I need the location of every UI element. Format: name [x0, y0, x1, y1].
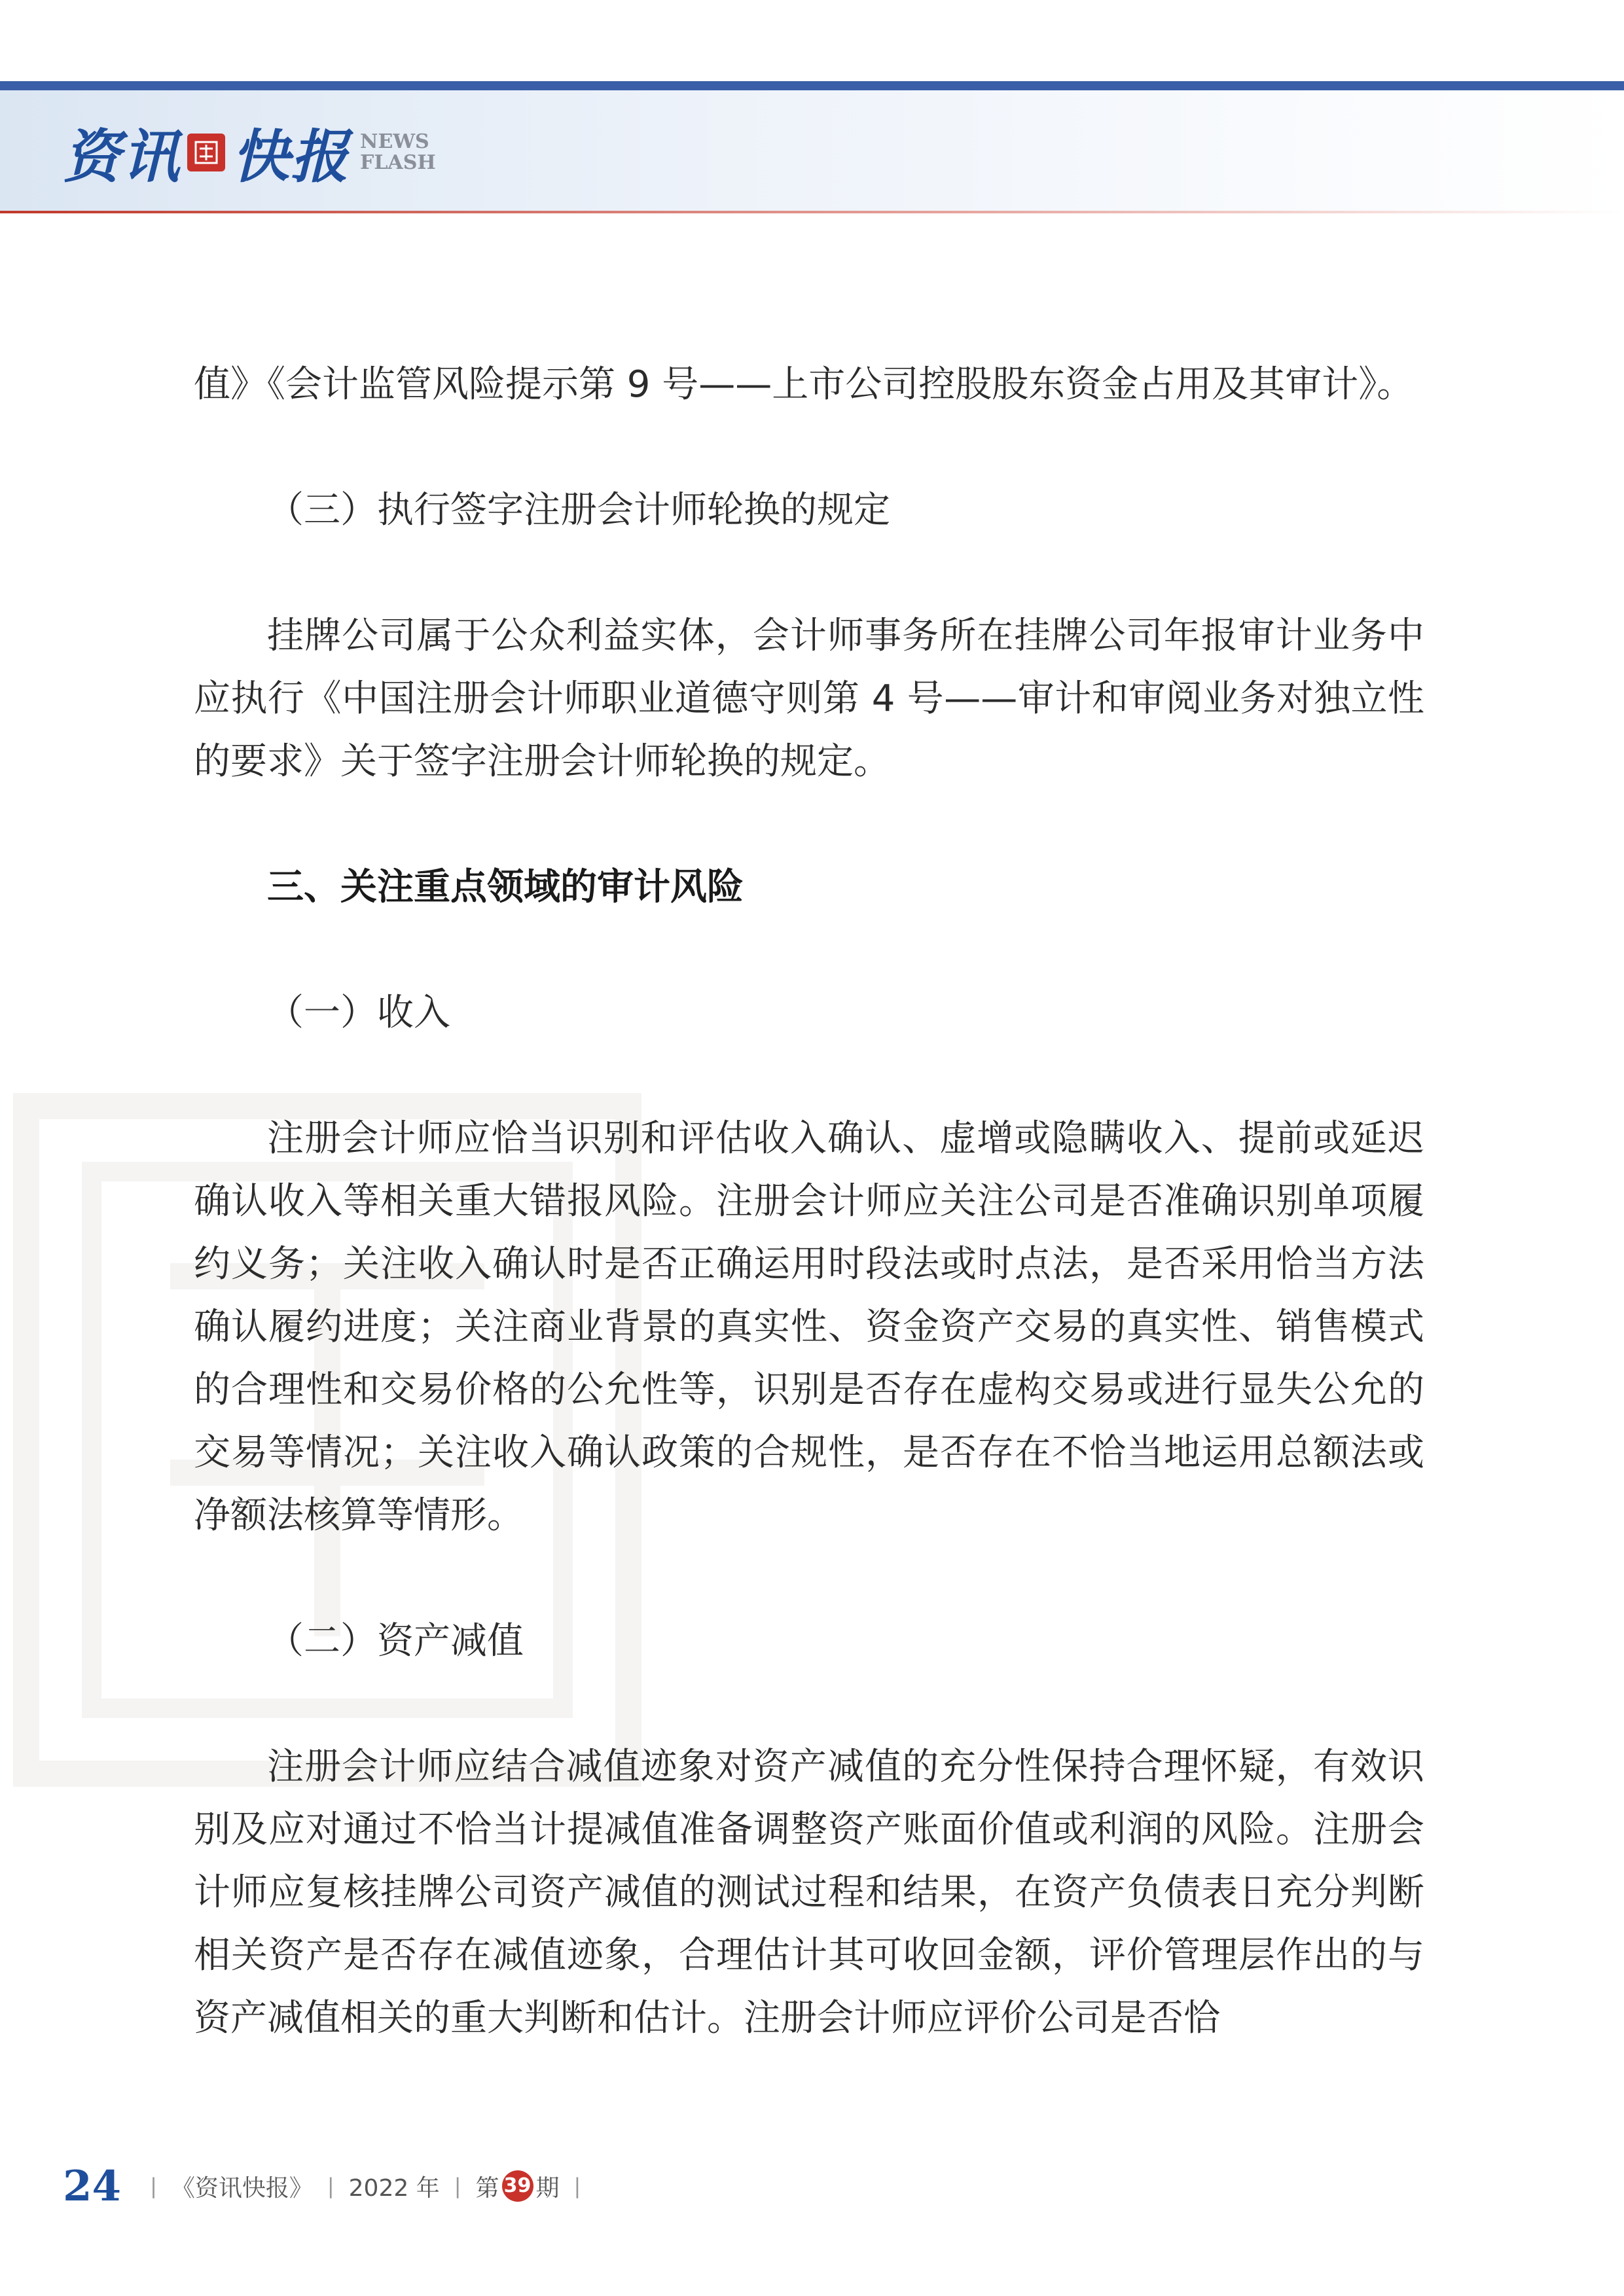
footer-divider: |	[327, 2174, 334, 2198]
logo-en-news: NEWS	[360, 130, 429, 153]
footer-divider: |	[454, 2174, 461, 2198]
logo-text-part1: 资讯	[63, 122, 181, 190]
logo-english	[360, 132, 436, 173]
footer-divider: |	[150, 2174, 157, 2198]
publication-logo	[63, 117, 436, 188]
footer-year: 2022 年	[348, 2174, 440, 2202]
paragraph-continuation: 值》《会计监管风险提示第 9 号——上市公司控股股东资金占用及其审计》。	[194, 363, 1414, 406]
header-top-bar	[0, 81, 1624, 90]
logo-en-flash: FLASH	[360, 151, 436, 174]
footer-divider: |	[573, 2174, 581, 2198]
paragraph-rotation: 挂牌公司属于公众利益实体，会计师事务所在挂牌公司年报审计业务中应执行《中国注册会计师职业道德守则第 4 号——审计和审阅业务对独立性的要求》关于签字注册会计师轮换的规定。	[194, 615, 1424, 783]
subheading-signing-cpa-rotation: （三）执行签字注册会计师轮换的规定	[267, 489, 890, 531]
page-footer	[63, 2160, 595, 2212]
header-rule	[0, 211, 1624, 213]
issue-number-badge: 39	[502, 2170, 533, 2202]
article-body	[194, 353, 1424, 2050]
section-heading-audit-risks: 三、关注重点领域的审计风险	[267, 866, 744, 908]
footer-publication: 《资讯快报》	[171, 2174, 313, 2202]
logo-text-part2: 快报	[232, 122, 350, 190]
paragraph-asset-impairment: 注册会计师应结合减值迹象对资产减值的充分性保持合理怀疑，有效识别及应对通过不恰当计提减值准备调整资产账面价值或利润的风险。注册会计师应复核挂牌公司资产减值的测试过程和结果，在资产负债表日充分判断相关资产是否存在减值迹象，合理估计其可收回金额，评价管理层作出的与资产减值相关的重大判断和估计。注册会计师应评价公司是否恰	[194, 1746, 1424, 2039]
footer-issue-prefix: 第	[475, 2174, 499, 2202]
paragraph-revenue: 注册会计师应恰当识别和评估收入确认、虚增或隐瞒收入、提前或延迟确认收入等相关重大错报风险。注册会计师应关注公司是否准确识别单项履约义务；关注收入确认时是否正确运用时段法或时点法，是否采用恰当方法确认履约进度；关注商业背景的真实性、资金资产交易的真实性、销售模式的合理性和交易价格的公允性等，识别是否存在虚构交易或进行显失公允的交易等情况；关注收入确认政策的合规性，是否存在不恰当地运用总额法或净额法核算等情形。	[194, 1117, 1424, 1537]
page-number: 24	[63, 2161, 122, 2211]
seal-mark	[192, 138, 221, 167]
footer-issue-suffix: 期	[535, 2174, 560, 2202]
seal-icon	[187, 134, 225, 171]
subheading-revenue: （一）收入	[267, 992, 450, 1034]
subheading-asset-impairment: （二）资产减值	[267, 1620, 524, 1662]
